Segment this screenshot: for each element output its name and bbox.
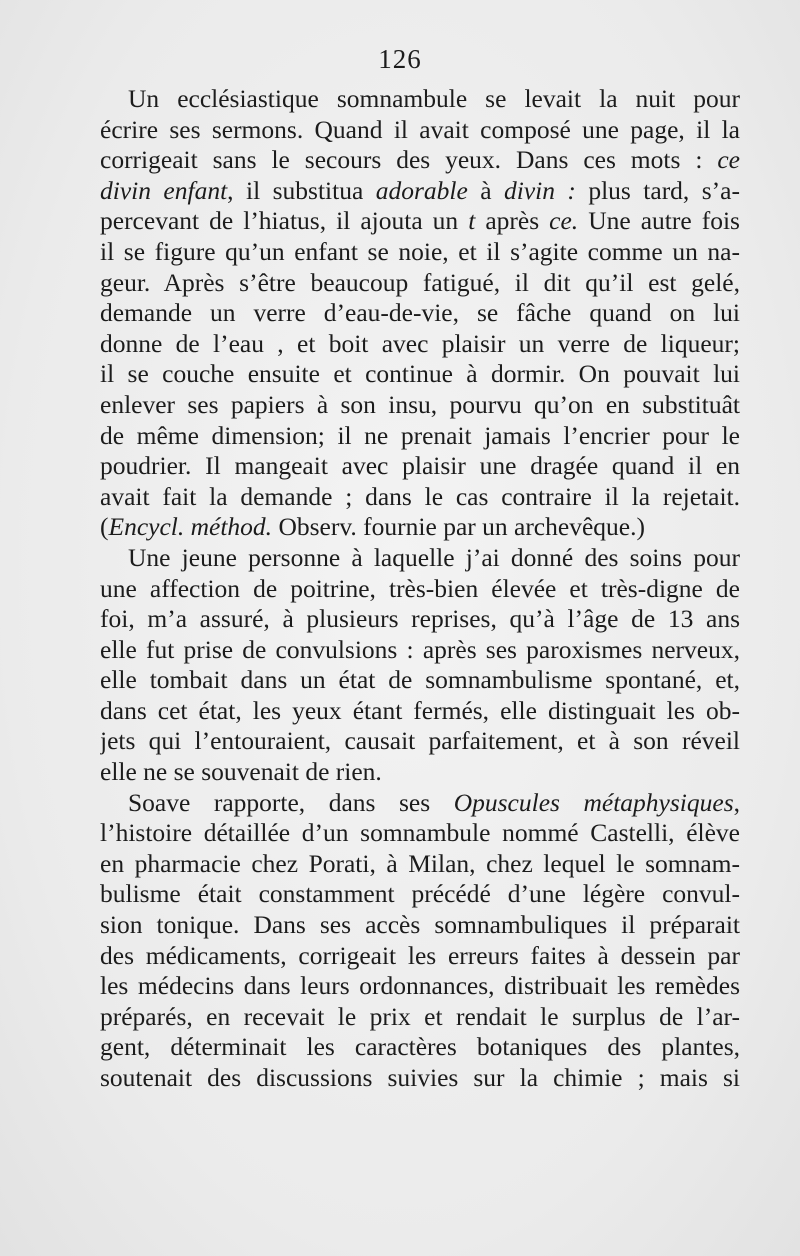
text-span: après <box>475 206 550 236</box>
text-span: à <box>467 175 504 205</box>
text-span: préparés, en recevait le prix et rendait le surplus de l’ar- <box>100 1001 740 1031</box>
text-span: bulisme était constamment précédé d’une légère convul- <box>100 879 740 909</box>
text-span: enlever ses papiers à son insu, pourvu qu’on en substituât <box>100 389 740 419</box>
text-span: avait fait la demande ; dans le cas contraire il la rejetait. <box>100 481 740 511</box>
italic-text: ce. <box>549 206 579 236</box>
text-span: Soave rapporte, dans ses <box>128 787 454 817</box>
italic-text: Encycl. méthod. <box>108 512 273 542</box>
text-span: des médicaments, corrigeait les erreurs faites à dessein par <box>100 940 740 970</box>
text-span: de même dimension; il ne prenait jamais l’encrier pour le <box>100 420 740 450</box>
text-span: geur. Après s’être beaucoup fatigué, il dit qu’il est gelé, <box>100 267 740 297</box>
text-span: écrire ses sermons. Quand il avait composé une page, il la <box>100 114 740 144</box>
text-line <box>100 298 740 329</box>
text-line <box>100 574 740 605</box>
text-span: gent, déterminait les caractères botaniques des plantes, <box>100 1032 740 1062</box>
text-line <box>100 176 740 207</box>
italic-text: adorable <box>375 175 468 205</box>
text-line <box>100 206 740 237</box>
text-line <box>100 604 740 635</box>
text-line <box>100 635 740 666</box>
italic-text: t <box>468 206 476 236</box>
text-span: corrigeait sans le secours des yeux. Dans ces mots : <box>100 145 718 175</box>
text-span: il se couche ensuite et continue à dormir. On pouvait lui <box>100 359 740 389</box>
text-line <box>100 237 740 268</box>
text-span: elle tombait dans un état de somnambulisme spontané, et, <box>100 665 740 695</box>
italic-text: Opuscules métaphysiques <box>453 787 734 817</box>
text-line <box>100 665 740 696</box>
text-span: dans cet état, les yeux étant fermés, elle distinguait les ob- <box>100 695 740 725</box>
text-span: en pharmacie chez Porati, à Milan, chez lequel le somnam- <box>100 848 740 878</box>
text-span: il se figure qu’un enfant se noie, et il s’agite comme un na- <box>100 236 740 266</box>
text-line <box>100 849 740 880</box>
text-span: l’histoire détaillée d’un somnambule nommé Castelli, élève <box>100 818 740 848</box>
text-line <box>100 390 740 421</box>
text-span: ( <box>100 512 109 542</box>
text-line <box>100 788 740 819</box>
text-line <box>100 971 740 1002</box>
text-line <box>100 1063 740 1094</box>
text-line <box>100 84 740 115</box>
text-span: Une autre fois <box>578 206 740 236</box>
text-span: plus tard, s’a- <box>575 175 740 205</box>
text-line <box>100 941 740 972</box>
text-line <box>100 726 740 757</box>
text-span: poudrier. Il mangeait avec plaisir une dragée quand il en <box>100 451 740 481</box>
italic-text: divin : <box>503 175 576 205</box>
text-line <box>100 359 740 390</box>
text-span: demande un verre d’eau-de-vie, se fâche quand on lui <box>100 298 740 328</box>
text-span: , <box>733 787 740 817</box>
text-line <box>100 696 740 727</box>
text-span: une affection de poitrine, très-bien élevée et très-digne de <box>100 573 740 603</box>
text-line <box>100 512 740 543</box>
text-line <box>100 818 740 849</box>
text-line <box>100 757 740 788</box>
text-line <box>100 1032 740 1063</box>
text-line <box>100 451 740 482</box>
text-line <box>100 1002 740 1033</box>
text-span: Un ecclésiastique somnambule se levait la nuit pour <box>128 84 740 113</box>
text-span: les médecins dans leurs ordonnances, distribuait les remèdes <box>100 971 740 1001</box>
text-line <box>100 145 740 176</box>
text-span: donne de l’eau , et boit avec plaisir un verre de liqueur; <box>100 328 740 358</box>
text-span: sion tonique. Dans ses accès somnambuliques il préparait <box>100 910 740 940</box>
text-span: soutenait des discussions suivies sur la chimie ; mais si <box>100 1063 740 1092</box>
text-span: , il substitua <box>227 175 376 205</box>
body-text <box>100 84 740 1094</box>
text-span: elle ne se souvenait de rien. <box>100 757 382 787</box>
text-span: jets qui l’entouraient, causait parfaitement, et à son réveil <box>100 726 740 756</box>
text-line <box>100 115 740 146</box>
text-span: elle fut prise de convulsions : après ses paroxismes nerveux, <box>100 634 740 664</box>
text-line <box>100 268 740 299</box>
italic-text: ce <box>717 145 740 175</box>
italic-text: divin enfant <box>100 175 228 205</box>
text-span: foi, m’a assuré, à plusieurs reprises, qu’à l’âge de 13 ans <box>100 604 740 634</box>
text-span: Observ. fournie par un archevêque.) <box>272 512 645 542</box>
text-line <box>100 421 740 452</box>
page-number: 126 <box>378 44 422 74</box>
text-span: percevant de l’hiatus, il ajouta un <box>100 206 469 236</box>
text-line <box>100 879 740 910</box>
text-line <box>100 329 740 360</box>
text-line <box>100 482 740 513</box>
text-line <box>100 910 740 941</box>
text-span: Une jeune personne à laquelle j’ai donné des soins pour <box>128 542 740 572</box>
text-line <box>100 543 740 574</box>
